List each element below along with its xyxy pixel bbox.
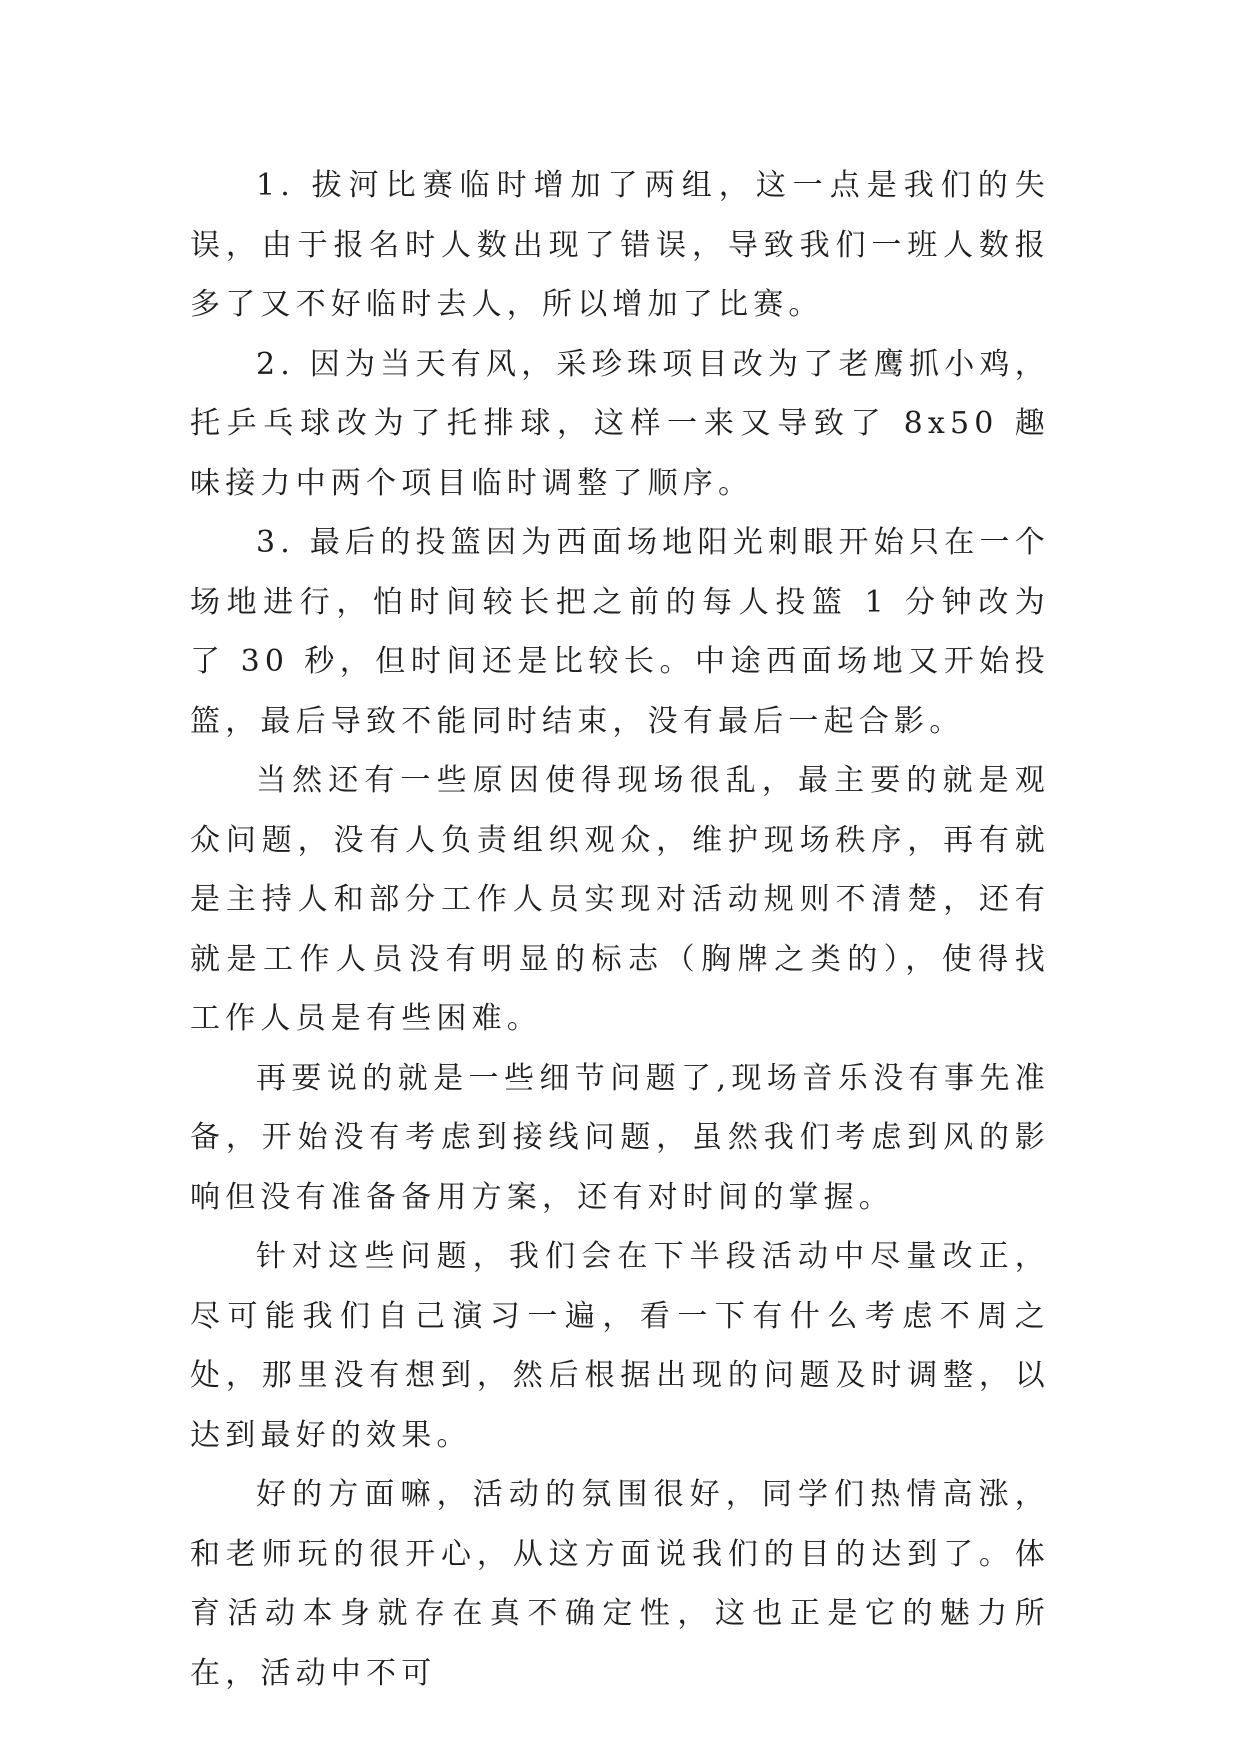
paragraph-item-2: 2. 因为当天有风，采珍珠项目改为了老鹰抓小鸡，托乒乓球改为了托排球，这样一来又导致了 8x50 趣味接力中两个项目临时调整了顺序。 <box>190 346 1050 501</box>
document-body <box>190 156 1050 1703</box>
paragraph-positive-aspects: 好的方面嘛，活动的氛围很好，同学们热情高涨，和老师玩的很开心，从这方面说我们的目的达到了。体育活动本身就存在真不确定性，这也正是它的魅力所在，活动中不可 <box>190 1477 1050 1691</box>
paragraph-item-3: 3. 最后的投篮因为西面场地阳光刺眼开始只在一个场地进行，怕时间较长把之前的每人投篮 1 分钟改为了 30 秒，但时间还是比较长。中途西面场地又开始投篮，最后导致不能同时结束，没有最后一起合影。 <box>190 525 1050 739</box>
paragraph-audience-issues: 当然还有一些原因使得现场很乱，最主要的就是观众问题，没有人负责组织观众，维护现场秩序，再有就是主持人和部分工作人员实现对活动规则不清楚，还有就是工作人员没有明显的标志（胸牌之类的），使得找工作人员是有些困难。 <box>190 763 1050 1036</box>
paragraph-detail-issues: 再要说的就是一些细节问题了,现场音乐没有事先准备，开始没有考虑到接线问题，虽然我们考虑到风的影响但没有准备备用方案，还有对时间的掌握。 <box>190 1060 1050 1215</box>
paragraph-improvements: 针对这些问题，我们会在下半段活动中尽量改正，尽可能我们自己演习一遍，看一下有什么考虑不周之处，那里没有想到，然后根据出现的问题及时调整，以达到最好的效果。 <box>190 1239 1050 1453</box>
paragraph-item-1: 1. 拔河比赛临时增加了两组，这一点是我们的失误，由于报名时人数出现了错误，导致我们一班人数报多了又不好临时去人，所以增加了比赛。 <box>190 168 1050 322</box>
